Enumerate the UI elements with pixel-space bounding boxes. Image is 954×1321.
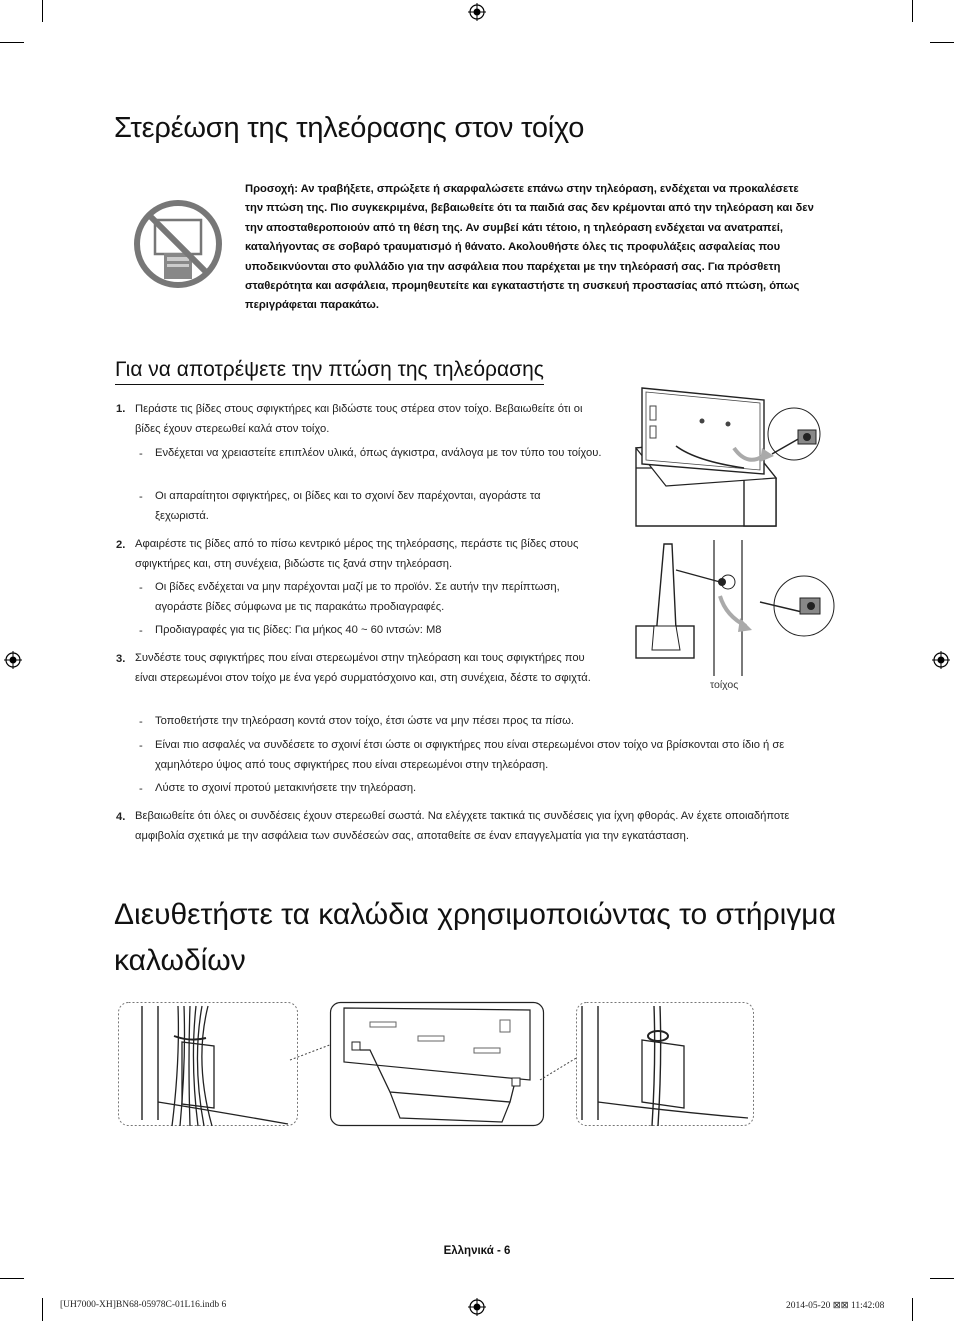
step-number: 3. xyxy=(116,653,126,665)
section-title: Διευθετήστε τα καλώδια χρησιμοποιώντας το στήριγμα καλωδίων xyxy=(114,898,836,977)
bullet-dash: - xyxy=(139,625,143,637)
crop-mark xyxy=(930,1278,954,1279)
crop-mark xyxy=(42,1298,43,1321)
registration-mark-icon xyxy=(468,1298,486,1316)
registration-mark-icon xyxy=(468,3,486,21)
crop-mark xyxy=(930,42,954,43)
step-text: Βεβαιωθείτε ότι όλες οι συνδέσεις έχουν στερεωθεί σωστά. Να ελέγχετε τακτικά τις συνδέσεις για ίχνη φθοράς. Αν έχετε οποιαδήποτε αμφιβολία σχετικά με την ασφάλεια των συνδέσεών σας, αποταθείτε σε έναν επαγγελματία για την εγκατάσταση. xyxy=(135,810,790,842)
tv-back-clamp-illustration xyxy=(636,386,836,528)
warning-text: Προσοχή: Αν τραβήξετε, σπρώξετε ή σκαρφαλώσετε επάνω στην τηλεόραση, ενδέχεται να προκαλέσετε την πτώση της. Πιο συγκεκριμένα, βεβαιωθείτε ότι τα παιδιά σας δεν κρέμονται από την τηλεόραση και δεν την αποσταθεροποιούν από τη θέση της. Αν συμβεί κάτι τέτοιο, η τηλεόραση ενδέχεται να ανατραπεί, καταλήγοντας σε σοβαρό τραυματισμό ή θάνατο. Ακολουθήστε όλες τις προφυλάξεις ασφαλείας που υποδεικνύονται στο φυλλάδιο για την ασφάλεια που παρέχεται με την τηλεόρασή σας. Για πρόσθετη σταθερότητα και ασφάλεια, προμηθευτείτε και εγκαταστήστε τη συσκευή προστασίας από πτώση, όπως περιγράφεται παρακάτω. xyxy=(245,183,814,312)
page-title: Στερέωση της τηλεόρασης στον τοίχο xyxy=(114,112,585,144)
crop-mark xyxy=(0,1278,24,1279)
registration-mark-icon xyxy=(4,651,22,669)
page-footer: Ελληνικά - 6 xyxy=(443,1245,511,1257)
crop-mark xyxy=(0,42,24,43)
crop-mark xyxy=(42,0,43,22)
print-slug-right: 2014-05-20 ⊠⊠ 11:42:08 xyxy=(786,1301,885,1311)
bullet-dash: - xyxy=(139,448,143,460)
step-number: 4. xyxy=(116,811,126,823)
crop-mark xyxy=(912,1298,913,1321)
step-subitem: Τοποθετήστε την τηλεόραση κοντά στον τοίχο, έτσι ώστε να μην πέσει προς τα πίσω. xyxy=(155,715,574,727)
step-subitem: Λύστε το σχοινί προτού μετακινήσετε την τηλεόραση. xyxy=(155,782,417,794)
tv-back-cable-holder-illustration xyxy=(330,1002,544,1126)
crop-mark xyxy=(912,0,913,22)
step-text: Συνδέστε τους σφιγκτήρες που είναι στερεωμένοι στην τηλεόραση και τους σφιγκτήρες που είναι στερεωμένοι στον τοίχο με ένα γερό συρματόσχοινο και, στη συνέχεια, δέστε το σφιχτά. xyxy=(135,652,591,684)
step-subitem: Οι βίδες ενδέχεται να μην παρέχονται μαζί με το προϊόν. Σε αυτήν την περίπτωση, αγοράστε βίδες σύμφωνα με τις παρακάτω προδιαγραφές. xyxy=(155,581,560,613)
section-heading: Για να αποτρέψετε την πτώση της τηλεόρασης xyxy=(115,358,544,385)
step-subitem: Είναι πιο ασφαλές να συνδέσετε το σχοινί έτσι ώστε οι σφιγκτήρες που είναι στερεωμένοι στον τοίχο να βρίσκονται στο ίδιο ή σε χαμηλότερο ύψος από τους σφιγκτήρες που είναι στερεωμένοι στην τηλεόραση. xyxy=(155,739,785,771)
bullet-dash: - xyxy=(139,740,143,752)
print-slug-left: [UH7000-XH]BN68-05978C-01L16.indb 6 xyxy=(60,1300,227,1310)
step-text: Αφαιρέστε τις βίδες από το πίσω κεντρικό μέρος της τηλεόρασης, περάστε τις βίδες στους σφιγκτήρες και, στη συνέχεια, βιδώστε τις ξανά στην τηλεόραση. xyxy=(135,538,579,570)
no-climbing-tv-icon xyxy=(133,198,223,290)
step-number: 2. xyxy=(116,539,126,551)
wall-label: τοίχος xyxy=(710,679,739,691)
tv-wall-side-illustration xyxy=(636,540,836,680)
cable-holder-left-illustration xyxy=(118,1002,298,1126)
step-number: 1. xyxy=(116,403,126,415)
step-text: Περάστε τις βίδες στους σφιγκτήρες και βιδώστε τους στέρεα στον τοίχο. Βεβαιωθείτε ότι οι βίδες έχουν στερεωθεί καλά στον τοίχο. xyxy=(135,403,583,435)
step-subitem: Οι απαραίτητοι σφιγκτήρες, οι βίδες και το σχοινί δεν παρέχονται, αγοράστε τα ξεχωριστά. xyxy=(155,490,541,522)
step-subitem: Ενδέχεται να χρειαστείτε επιπλέον υλικά, όπως άγκιστρα, ανάλογα με τον τύπο του τοίχου. xyxy=(155,447,602,459)
bullet-dash: - xyxy=(139,582,143,594)
cable-holder-right-illustration xyxy=(576,1002,754,1126)
bullet-dash: - xyxy=(139,491,143,503)
registration-mark-icon xyxy=(932,651,950,669)
bullet-dash: - xyxy=(139,716,143,728)
bullet-dash: - xyxy=(139,783,143,795)
step-subitem: Προδιαγραφές για τις βίδες: Για μήκος 40 ~ 60 ιντσών: M8 xyxy=(155,624,442,636)
